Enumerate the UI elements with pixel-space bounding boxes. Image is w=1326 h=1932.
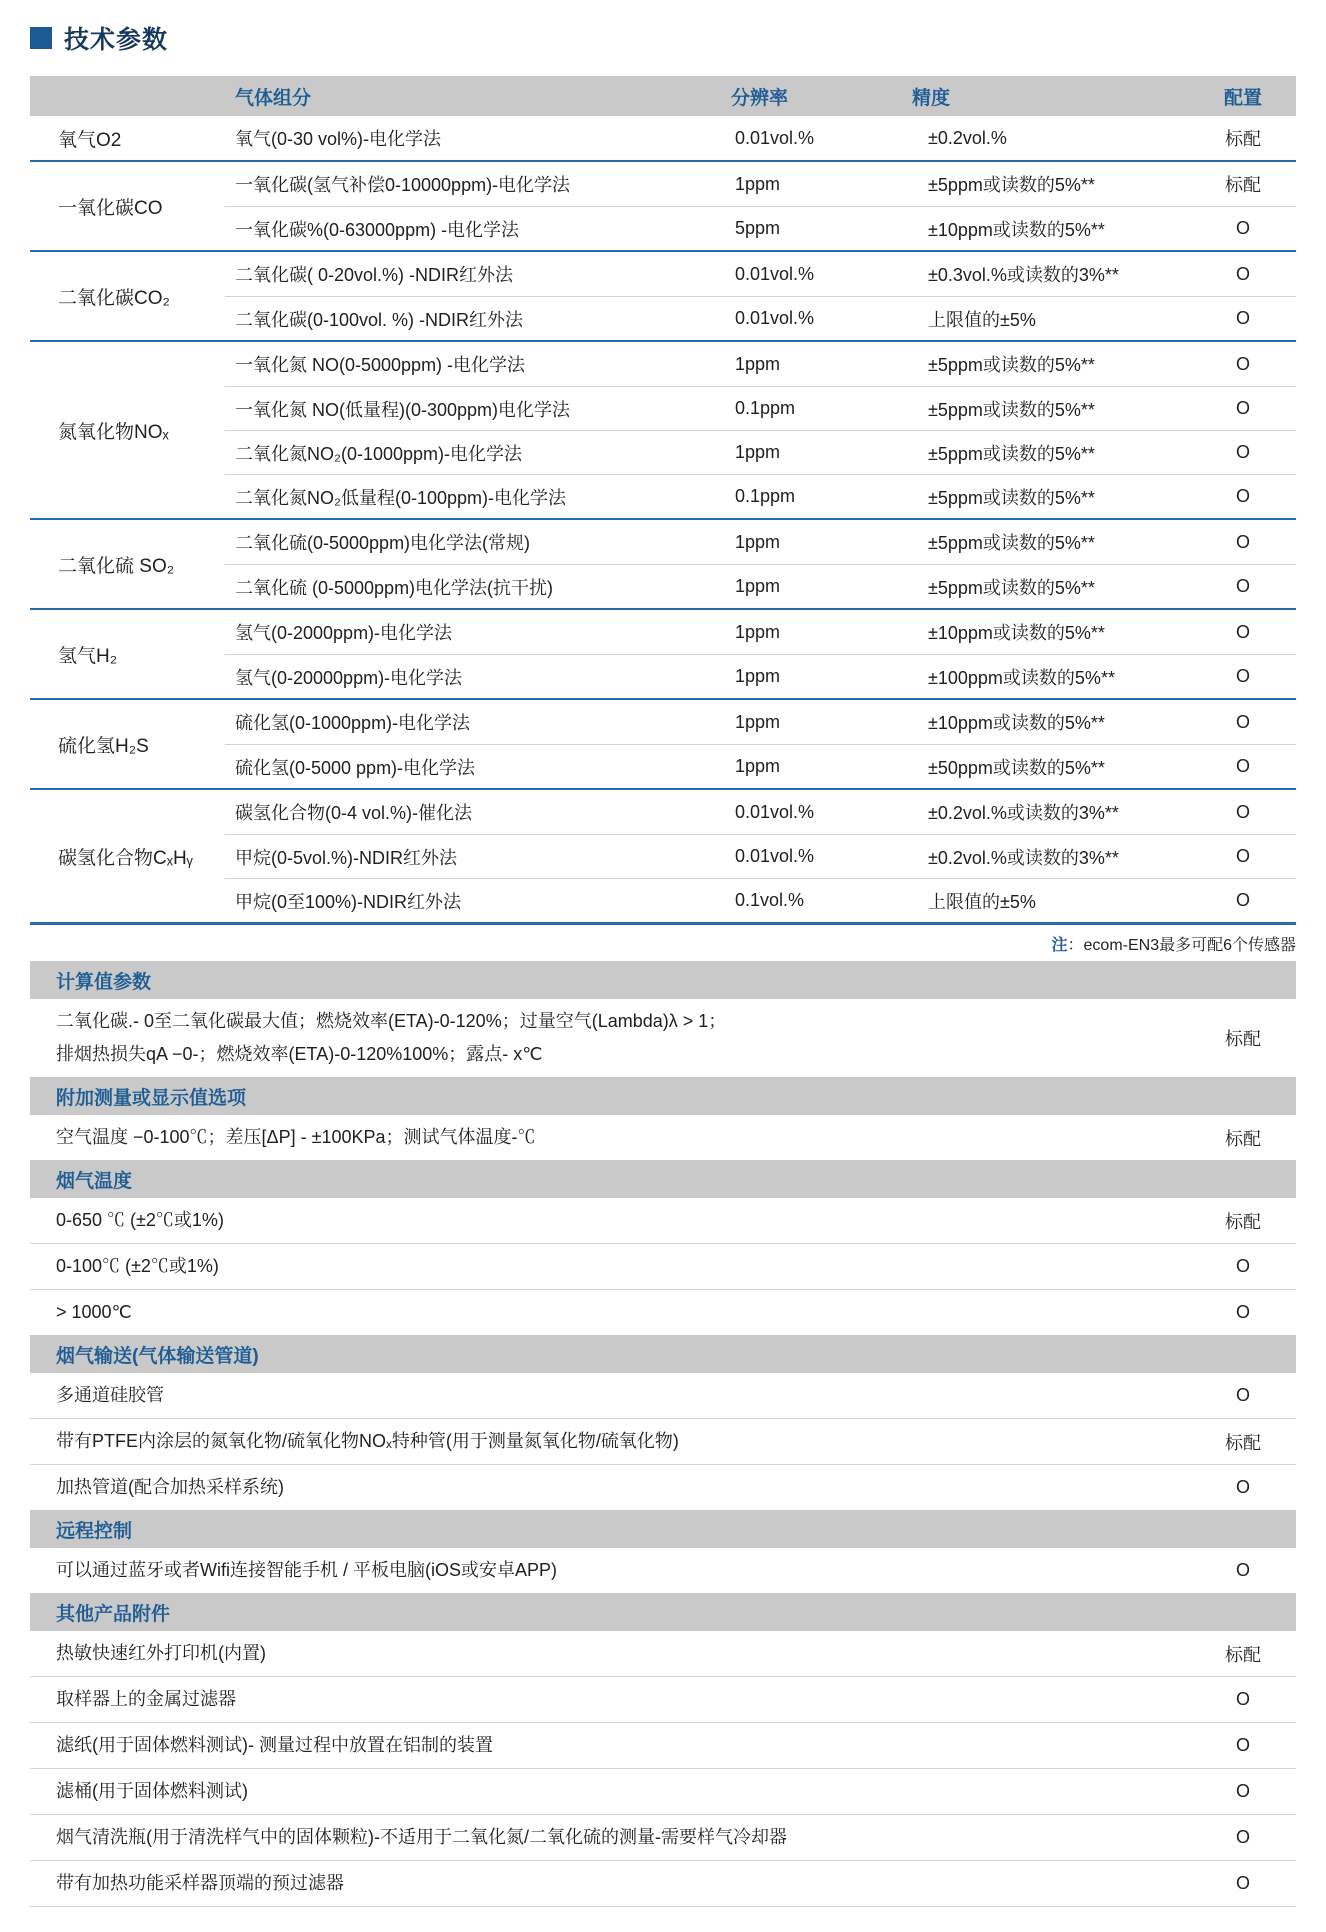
gas-group: [30, 250, 1296, 340]
table-row: [30, 999, 1296, 1077]
section-row-line: 滤桶(用于固体燃料测试): [56, 1781, 248, 1801]
gas-component-cell: 一氧化碳(氢气补偿0-10000ppm)-电化学法: [235, 175, 571, 195]
gas-group: [30, 340, 1296, 518]
config-cell: O: [1235, 846, 1250, 866]
accuracy-cell: 上限值的±5%: [928, 891, 1036, 912]
config-cell: 标配: [1225, 1029, 1261, 1049]
table-row: [225, 342, 1296, 386]
config-cell: O: [1235, 1827, 1250, 1847]
accuracy-cell: ±5ppm或读数的5%**: [928, 533, 1095, 553]
config-cell: O: [1235, 442, 1250, 462]
table-row: [225, 700, 1296, 744]
config-cell: O: [1235, 1477, 1250, 1497]
resolution-cell: 0.01vol.%: [735, 263, 815, 284]
config-cell: 标配: [1225, 1432, 1261, 1453]
header-resolution: 分辨率: [731, 87, 789, 109]
gas-component-cell: 氧气(0-30 vol%)-电化学法: [235, 129, 442, 149]
gas-component-cell: 甲烷(0至100%)-NDIR红外法: [235, 891, 462, 912]
config-cell: O: [1235, 1781, 1250, 1801]
config-cell: O: [1235, 1256, 1250, 1276]
config-cell: O: [1235, 711, 1250, 732]
gas-component-cell: 一氧化碳%(0-63000ppm) -电化学法: [235, 219, 520, 240]
config-cell: O: [1235, 621, 1250, 642]
resolution-cell: 0.01vol.%: [735, 846, 815, 866]
gas-table-header-row: [30, 76, 1296, 116]
resolution-cell: 1ppm: [735, 711, 781, 732]
section-row-text: [30, 1419, 1190, 1464]
table-row: [225, 162, 1296, 206]
section-row-line: 滤纸(用于固体燃料测试)- 测量过程中放置在铝制的装置: [56, 1735, 493, 1755]
table-row: [30, 1768, 1296, 1814]
gas-component-cell: 二氧化碳( 0-20vol.%) -NDIR红外法: [235, 265, 514, 285]
table-row: [30, 1631, 1296, 1676]
gas-component-cell: 二氧化氮NO₂(0-1000ppm)-电化学法: [235, 443, 523, 464]
gas-group-label: 硫化氢H₂S: [58, 735, 149, 757]
section-row-text: [30, 1373, 1190, 1418]
section-row-text: [30, 1115, 1190, 1160]
section-row-text: [30, 1465, 1190, 1510]
resolution-cell: 5ppm: [735, 218, 781, 238]
sensor-note: [30, 925, 1296, 961]
table-row: [225, 610, 1296, 654]
config-cell: O: [1235, 756, 1250, 776]
section-row-line: 二氧化碳.- 0至二氧化碳最大值；燃烧效率(ETA)-0-120%；过量空气(Lambda)λ > 1；: [56, 1011, 727, 1031]
accuracy-cell: 上限值的±5%: [928, 309, 1036, 330]
header-gas-component: 气体组分: [235, 87, 312, 109]
section-title: 计算值参数: [30, 961, 1296, 999]
table-row: [225, 474, 1296, 518]
config-cell: O: [1235, 1560, 1250, 1580]
table-row: [30, 1860, 1296, 1907]
section-row-text: [30, 1548, 1190, 1593]
spec-section: [30, 1510, 1296, 1593]
section-row-line: 热敏快速红外打印机(内置): [56, 1643, 266, 1663]
accuracy-cell: ±10ppm或读数的5%**: [928, 219, 1105, 240]
config-cell: 标配: [1225, 175, 1261, 195]
section-row-line: 带有PTFE内涂层的氮氧化物/硫氧化物NOₓ特种管(用于测量氮氧化物/硫氧化物): [56, 1431, 679, 1451]
spec-section: [30, 1335, 1296, 1510]
table-row: [225, 878, 1296, 922]
lower-sections: [30, 961, 1296, 1907]
section-row-line: 烟气清洗瓶(用于清洗样气中的固体颗粒)-不适用于二氧化氮/二氧化硫的测量-需要样气冷却器: [56, 1827, 787, 1847]
section-row-text: [30, 1769, 1190, 1814]
gas-group: [30, 608, 1296, 698]
gas-component-cell: 二氧化碳(0-100vol. %) -NDIR红外法: [235, 309, 524, 330]
header-config: 配置: [1223, 87, 1262, 109]
table-row: [30, 1418, 1296, 1464]
resolution-cell: 1ppm: [735, 442, 781, 462]
note-text: ：ecom-EN3最多可配6个传感器: [1067, 936, 1296, 954]
table-row: [225, 744, 1296, 788]
table-row: [30, 1198, 1296, 1243]
config-cell: O: [1235, 1873, 1250, 1893]
config-cell: O: [1235, 486, 1250, 506]
config-cell: O: [1235, 263, 1250, 284]
gas-component-cell: 一氧化氮 NO(0-5000ppm) -电化学法: [235, 355, 526, 375]
accuracy-cell: ±0.3vol.%或读数的3%**: [928, 265, 1119, 285]
gas-component-cell: 碳氢化合物(0-4 vol.%)-催化法: [235, 803, 473, 823]
section-row-text: [30, 999, 1190, 1077]
table-row: [30, 1548, 1296, 1593]
section-title: 烟气温度: [30, 1160, 1296, 1198]
gas-group: [30, 788, 1296, 922]
gas-component-cell: 甲烷(0-5vol.%)-NDIR红外法: [235, 847, 458, 868]
config-cell: O: [1235, 666, 1250, 686]
accuracy-cell: ±0.2vol.%或读数的3%**: [928, 803, 1119, 823]
resolution-cell: 0.1ppm: [735, 398, 796, 418]
section-row-line: > 1000℃: [56, 1302, 132, 1322]
gas-group-label: 二氧化碳CO₂: [58, 287, 170, 309]
page-title: 技术参数: [64, 26, 169, 54]
accuracy-cell: ±10ppm或读数的5%**: [928, 713, 1105, 733]
table-row: [225, 654, 1296, 698]
spec-sheet-page: [0, 20, 1326, 1907]
resolution-cell: 1ppm: [735, 173, 781, 194]
config-cell: O: [1235, 801, 1250, 822]
accuracy-cell: ±10ppm或读数的5%**: [928, 623, 1105, 643]
gas-group-rows: [225, 162, 1296, 250]
accuracy-cell: ±5ppm或读数的5%**: [928, 355, 1095, 375]
config-cell: O: [1235, 576, 1250, 596]
config-cell: O: [1235, 308, 1250, 328]
gas-group-label: 一氧化碳CO: [58, 197, 163, 219]
config-cell: 标配: [1225, 129, 1261, 149]
table-row: [225, 834, 1296, 878]
config-cell: O: [1235, 398, 1250, 418]
resolution-cell: 0.1ppm: [735, 486, 796, 506]
config-cell: O: [1235, 1385, 1250, 1405]
table-row: [30, 1814, 1296, 1860]
gas-group: [30, 116, 1296, 160]
resolution-cell: 0.01vol.%: [735, 801, 815, 822]
table-row: [225, 386, 1296, 430]
table-row: [225, 252, 1296, 296]
gas-component-cell: 一氧化氮 NO(低量程)(0-300ppm)电化学法: [235, 399, 571, 420]
accuracy-cell: ±0.2vol.%或读数的3%**: [928, 847, 1119, 868]
resolution-cell: 1ppm: [735, 531, 781, 552]
note-label: 注: [1051, 936, 1068, 954]
section-row-text: [30, 1861, 1190, 1906]
gas-group-label: 碳氢化合物CₓHᵧ: [58, 847, 193, 869]
gas-parameters-table: [30, 76, 1296, 925]
gas-group: [30, 518, 1296, 608]
gas-component-cell: 二氧化硫 (0-5000ppm)电化学法(抗干扰): [235, 577, 554, 598]
resolution-cell: 1ppm: [735, 666, 781, 686]
title-square-icon: [30, 27, 52, 49]
page-title-row: [30, 20, 1296, 56]
table-row: [30, 1464, 1296, 1510]
section-row-line: 带有加热功能采样器顶端的预过滤器: [56, 1873, 344, 1893]
table-row: [225, 520, 1296, 564]
table-row: [30, 1676, 1296, 1722]
section-row-text: [30, 1631, 1190, 1676]
header-accuracy: 精度: [912, 87, 951, 109]
config-cell: O: [1235, 1302, 1250, 1322]
config-cell: 标配: [1225, 1644, 1261, 1665]
table-row: [225, 564, 1296, 608]
section-row-line: 加热管道(配合加热采样系统): [56, 1477, 284, 1497]
gas-group-rows: [225, 520, 1296, 608]
section-title: 远程控制: [30, 1510, 1296, 1548]
section-row-line: 多通道硅胶管: [56, 1385, 164, 1405]
section-row-line: 0-650 ℃ (±2℃或1%): [56, 1210, 224, 1230]
section-row-line: 0-100℃ (±2℃或1%): [56, 1256, 219, 1276]
table-row: [225, 116, 1296, 160]
accuracy-cell: ±50ppm或读数的5%**: [928, 757, 1105, 778]
accuracy-cell: ±5ppm或读数的5%**: [928, 443, 1095, 464]
gas-component-cell: 氢气(0-20000ppm)-电化学法: [235, 667, 463, 688]
table-row: [225, 296, 1296, 340]
spec-section: [30, 1077, 1296, 1160]
gas-group-rows: [225, 116, 1296, 160]
section-title: 附加测量或显示值选项: [30, 1077, 1296, 1115]
section-title: 其他产品附件: [30, 1593, 1296, 1631]
config-cell: 标配: [1225, 1211, 1261, 1232]
section-row-text: [30, 1677, 1190, 1722]
section-row-line: 可以通过蓝牙或者Wifi连接智能手机 / 平板电脑(iOS或安卓APP): [56, 1560, 558, 1580]
section-row-text: [30, 1723, 1190, 1768]
table-row: [30, 1115, 1296, 1160]
table-row: [30, 1289, 1296, 1335]
section-title: 烟气输送(气体输送管道): [30, 1335, 1296, 1373]
spec-section: [30, 961, 1296, 1077]
gas-component-cell: 氢气(0-2000ppm)-电化学法: [235, 623, 453, 643]
accuracy-cell: ±5ppm或读数的5%**: [928, 399, 1095, 420]
section-row-text: [30, 1198, 1190, 1243]
accuracy-cell: ±100ppm或读数的5%**: [928, 667, 1115, 688]
accuracy-cell: ±0.2vol.%: [928, 127, 1007, 148]
gas-group-label: 氮氧化物NOₓ: [58, 421, 169, 443]
gas-group-rows: [225, 790, 1296, 922]
table-row: [225, 790, 1296, 834]
gas-group-label: 氢气H₂: [58, 645, 118, 667]
config-cell: O: [1235, 1689, 1250, 1709]
resolution-cell: 0.01vol.%: [735, 127, 815, 148]
resolution-cell: 1ppm: [735, 576, 781, 596]
table-row: [30, 1373, 1296, 1418]
section-row-line: 空气温度 −0-100℃；差压[ΔP] - ±100KPa；测试气体温度-℃: [56, 1127, 536, 1147]
gas-group-label: 二氧化硫 SO₂: [58, 555, 175, 577]
gas-group-label: 氧气O2: [58, 129, 122, 151]
section-row-line: 排烟热损失qA −0-；燃烧效率(ETA)-0-120%100%；露点- x℃: [56, 1044, 543, 1064]
spec-section: [30, 1160, 1296, 1335]
config-cell: O: [1235, 218, 1250, 238]
config-cell: 标配: [1225, 1128, 1261, 1149]
accuracy-cell: ±5ppm或读数的5%**: [928, 175, 1095, 195]
section-row-line: 取样器上的金属过滤器: [56, 1689, 236, 1709]
config-cell: O: [1235, 890, 1250, 910]
gas-component-cell: 二氧化硫(0-5000ppm)电化学法(常规): [235, 533, 531, 553]
gas-group-rows: [225, 610, 1296, 698]
gas-group-rows: [225, 700, 1296, 788]
accuracy-cell: ±5ppm或读数的5%**: [928, 577, 1095, 598]
spec-section: [30, 1593, 1296, 1907]
resolution-cell: 1ppm: [735, 621, 781, 642]
gas-table-body: [30, 116, 1296, 922]
config-cell: O: [1235, 1735, 1250, 1755]
table-row: [30, 1243, 1296, 1289]
gas-group-rows: [225, 342, 1296, 518]
table-row: [30, 1722, 1296, 1768]
table-row: [225, 430, 1296, 474]
gas-component-cell: 二氧化氮NO₂低量程(0-100ppm)-电化学法: [235, 487, 567, 508]
section-row-text: [30, 1244, 1190, 1289]
config-cell: O: [1235, 353, 1250, 374]
accuracy-cell: ±5ppm或读数的5%**: [928, 487, 1095, 508]
gas-group: [30, 160, 1296, 250]
resolution-cell: 1ppm: [735, 756, 781, 776]
gas-component-cell: 硫化氢(0-5000 ppm)-电化学法: [235, 757, 476, 778]
section-row-text: [30, 1290, 1190, 1335]
gas-group: [30, 698, 1296, 788]
table-row: [225, 206, 1296, 250]
gas-group-rows: [225, 252, 1296, 340]
resolution-cell: 0.1vol.%: [735, 890, 805, 910]
section-row-text: [30, 1815, 1190, 1860]
resolution-cell: 0.01vol.%: [735, 308, 815, 328]
resolution-cell: 1ppm: [735, 353, 781, 374]
config-cell: O: [1235, 531, 1250, 552]
gas-component-cell: 硫化氢(0-1000ppm)-电化学法: [235, 713, 471, 733]
